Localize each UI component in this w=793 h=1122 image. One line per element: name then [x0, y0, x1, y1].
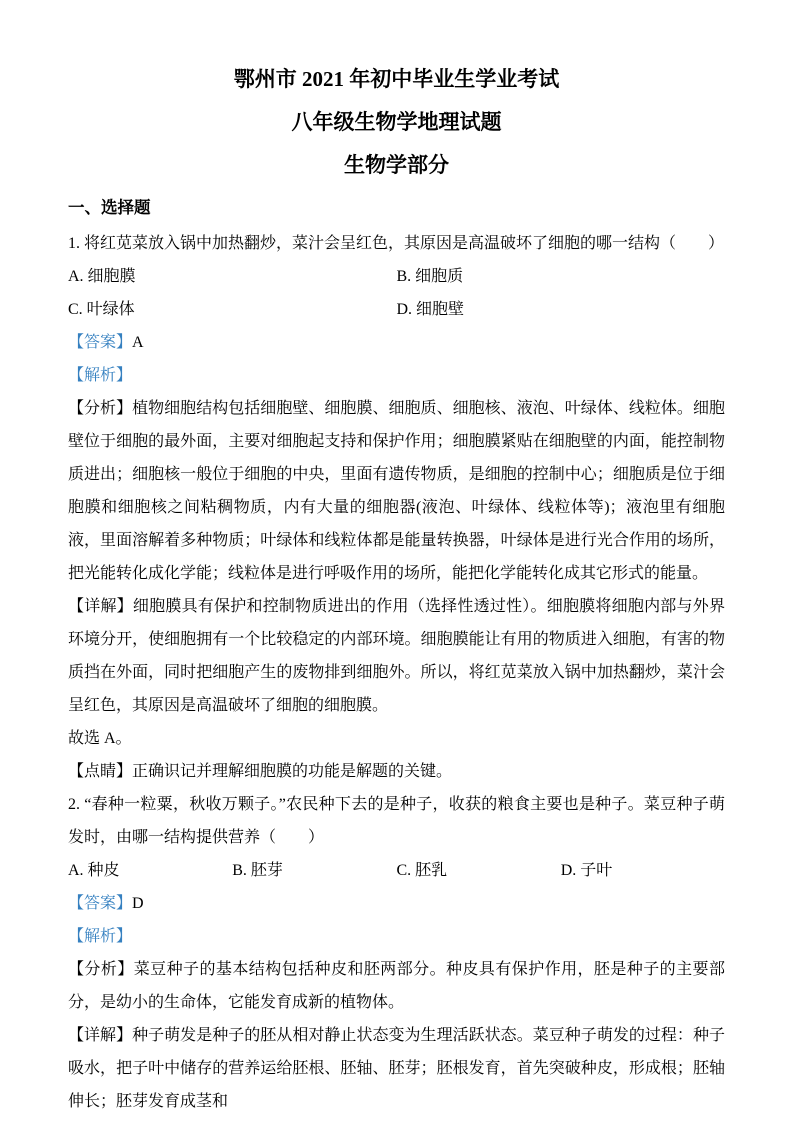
- question-1-conclusion-line: [68, 722, 725, 755]
- question-2: [68, 788, 725, 1118]
- question-1-option-a: A. 细胞膜: [68, 268, 136, 285]
- question-1-analysis-line: [68, 359, 725, 392]
- analysis-label: 【解析】: [68, 367, 133, 384]
- question-2-analysis-paragraph: [68, 953, 725, 1019]
- paragraph-tag: 【分析】: [68, 400, 133, 417]
- document-title-line-2: 八年级生物学地理试题: [291, 110, 502, 134]
- question-2-option-a: A. 种皮: [68, 862, 120, 879]
- question-1-options: [68, 260, 725, 326]
- question-2-answer-value: D: [132, 895, 144, 912]
- paragraph-tag: 【点睛】: [68, 763, 133, 780]
- question-2-answer-line: [68, 887, 725, 920]
- analysis-label: 【解析】: [68, 928, 133, 945]
- question-1-detail-paragraph: [68, 590, 725, 722]
- document-title-block: [68, 58, 725, 187]
- question-2-detail-paragraph: [68, 1019, 725, 1118]
- question-1-keypoint-paragraph: [68, 755, 725, 788]
- paragraph-text: 植物细胞结构包括细胞壁、细胞膜、细胞质、细胞核、液泡、叶绿体、线粒体。细胞壁位于细胞的最外面，主要对细胞起支持和保护作用；细胞膜紧贴在细胞壁的内面，能控制物质进出；细胞核一般位于细胞的中央，里面有遗传物质，是细胞的控制中心；细胞质是位于细胞膜和细胞核之间粘稠物质，内有大量的细胞器(液泡、叶绿体、线粒体等)；液泡里有细胞液，里面溶解着多种物质；叶绿体和线粒体都是能量转换器，叶绿体是进行光合作用的场所，把光能转化成化学能；线粒体是进行呼吸作用的场所，能把化学能转化成其它形式的能量。: [68, 400, 725, 582]
- section-heading-choice-questions: 一、选择题: [68, 198, 151, 217]
- paragraph-text: 细胞膜具有保护和控制物质进出的作用（选择性透过性）。细胞膜将细胞内部与外界环境分开，使细胞拥有一个比较稳定的内部环境。细胞膜能让有用的物质进入细胞，有害的物质挡在外面，同时把细胞产生的废物排到细胞外。所以，将红苋菜放入锅中加热翻炒，菜汁会呈红色，其原因是高温破坏了细胞的细胞膜。: [68, 598, 725, 714]
- paragraph-text: 种子萌发是种子的胚从相对静止状态变为生理活跃状态。菜豆种子萌发的过程：种子吸水，把子叶中储存的营养运给胚根、胚轴、胚芽；胚根发育，首先突破种皮，形成根；胚轴伸长；胚芽发育成茎和: [68, 1027, 725, 1110]
- question-1-option-d: D. 细胞壁: [396, 301, 465, 318]
- question-2-options: [68, 854, 725, 887]
- question-1-analysis-paragraph: [68, 392, 725, 590]
- question-2-option-c: C. 胚乳: [396, 862, 448, 879]
- question-2-option-b: B. 胚芽: [232, 862, 283, 879]
- document-title-line-1: 鄂州市 2021 年初中毕业生学业考试: [233, 67, 560, 91]
- question-1-option-c: C. 叶绿体: [68, 301, 135, 318]
- question-1-option-b: B. 细胞质: [396, 268, 464, 285]
- question-2-option-d: D. 子叶: [560, 862, 613, 879]
- question-1: [68, 227, 725, 788]
- paragraph-text: 故选 A。: [68, 730, 132, 747]
- question-2-stem: 2. “春种一粒粟，秋收万颗子。”农民种下去的是种子，收获的粮食主要也是种子。菜豆种子萌发时，由哪一结构提供营养（ ）: [68, 796, 725, 846]
- paragraph-tag: 【详解】: [68, 598, 133, 615]
- paragraph-text: 正确识记并理解细胞膜的功能是解题的关键。: [132, 763, 453, 780]
- question-1-answer-line: [68, 326, 725, 359]
- answer-label: 【答案】: [68, 895, 133, 912]
- question-1-stem: 1. 将红苋菜放入锅中加热翻炒，菜汁会呈红色，其原因是高温破坏了细胞的哪一结构（ ）: [68, 235, 725, 252]
- paragraph-tag: 【分析】: [68, 961, 134, 978]
- question-1-answer-value: A: [132, 334, 144, 351]
- document-title-line-3: 生物学部分: [344, 153, 449, 177]
- paragraph-tag: 【详解】: [68, 1027, 133, 1044]
- question-2-analysis-line: [68, 920, 725, 953]
- paragraph-text: 菜豆种子的基本结构包括种皮和胚两部分。种皮具有保护作用，胚是种子的主要部分，是幼小的生命体，它能发育成新的植物体。: [68, 961, 725, 1011]
- answer-label: 【答案】: [68, 334, 133, 351]
